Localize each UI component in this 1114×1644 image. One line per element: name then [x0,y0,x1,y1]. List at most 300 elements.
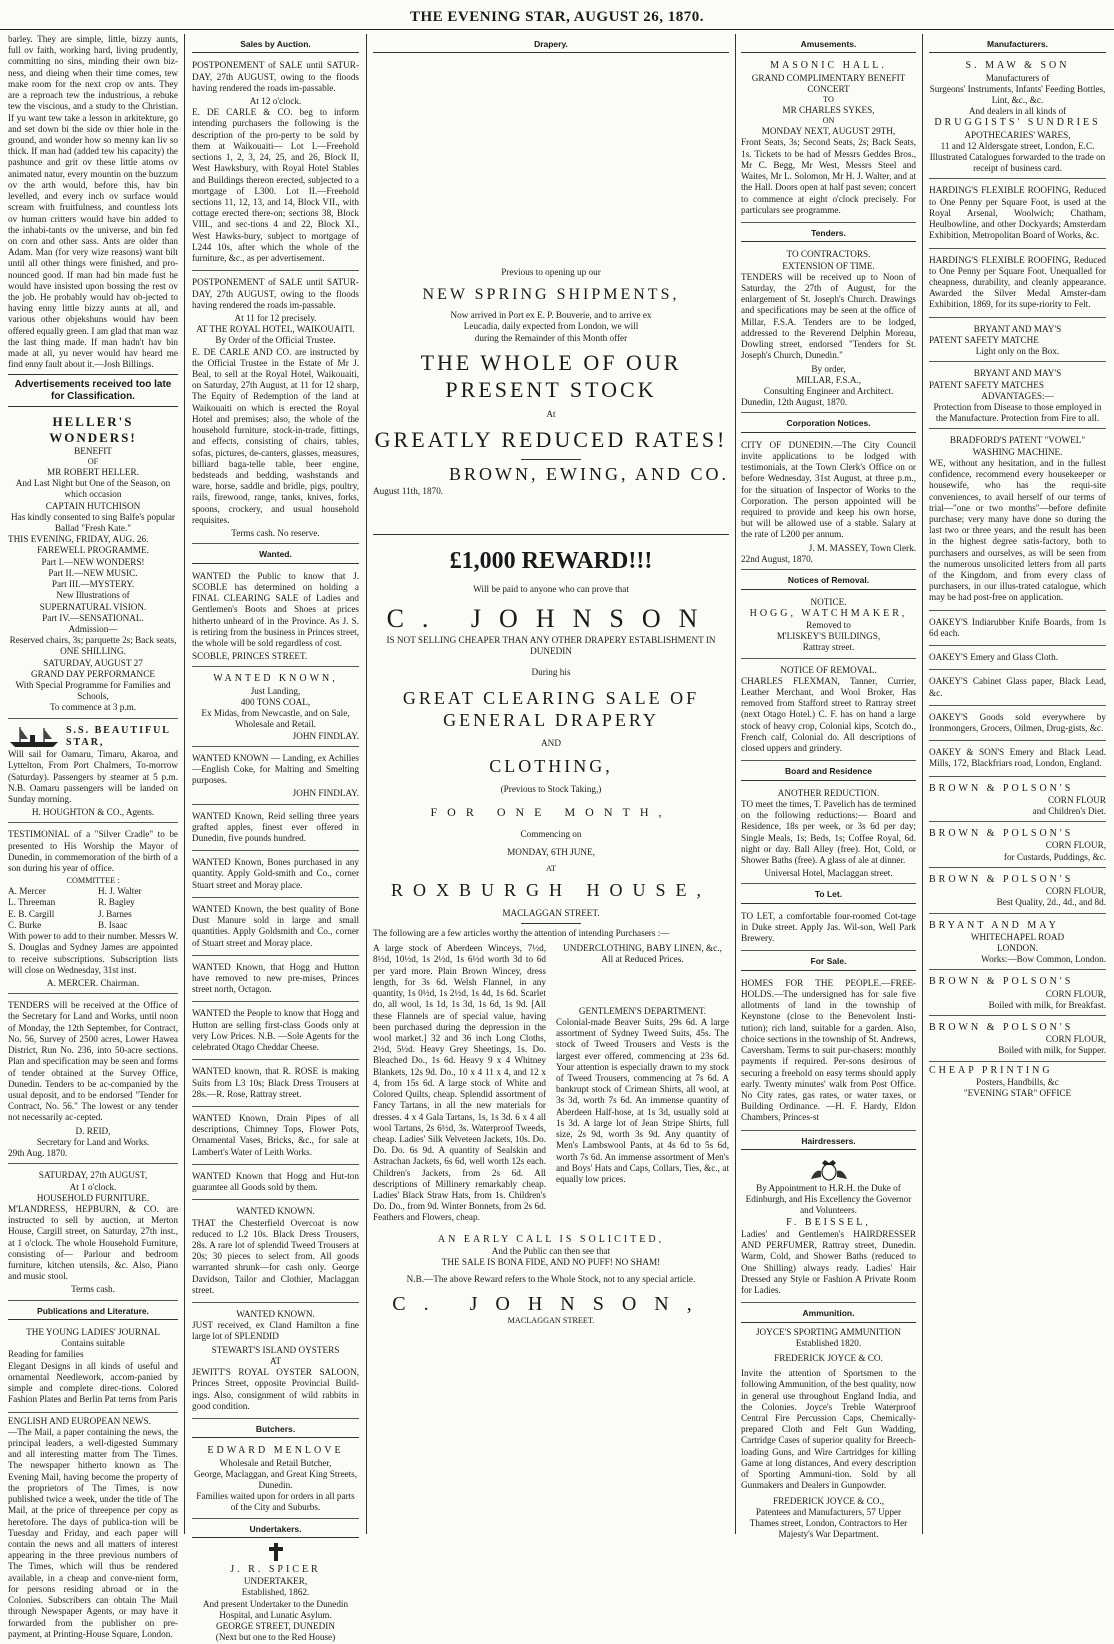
committee-label: COMMITTEE : [66,876,120,886]
sales-heading: Sales by Auction. [192,37,359,53]
committee-name: H. J. Walter [98,886,142,897]
drapery-line: Now arrived in Port ex E. P. Bouverie, and to arrive ex [450,310,652,321]
committee-name: A. Mercer [8,886,46,897]
column-4 [737,34,920,1540]
beissel-title: F. BEISSEL, [786,1216,871,1228]
bm-line: Protection from Disease to those employed in the Manufacture. Protection from Fire to all. [933,401,1102,424]
city-body: CITY OF DUNEDIN.—The City Council invite applications to be lodged with testimonials, at the Town Clerk's Office on or before Wednesday, 31st August, at three p.m., for the situation of Inspector of Works to the Corporation. The person appointed will be required to provide and keep his own horse, but will be allowed use of a stable. Salary at the rate of L200 per annum. [741,439,916,540]
wanted-sign: SCOBLE, PRINCES STREET. [192,651,308,662]
masonic-line: TO [823,94,834,104]
bp-title: BROWN & POLSON'S [929,1022,1074,1034]
hogg-hutton-ad [192,959,359,1003]
bp-title: BROWN & POLSON'S [929,873,1074,885]
publications-heading: Publications and Literature. [8,1304,178,1320]
contract-body: TENDERS will be received up to Noon of Saturday, the 27th of August, for the enlargement of St. Joseph's Church. Drawings and specifications may be seen at the office of Millar, F.S.A. Tenders are to be lodged, addressed to the Reverend Delphin Moreau, Dowling street, endorsed "Tenders for St. Joseph's Church, Dunedin." [741,271,916,361]
board-title: ANOTHER REDUCTION. [777,787,880,798]
gentlemen-price-list: Colonial-made Beaver Suits, 29s 6d. A large assortment of Sydney Tweed Suits, 45s. The stock of Tweed Trousers and Vests is the largest ever offered, commencing at 23s 6d. Your attention is especially drawn to my stock of Tweed Trousers, commencing at 7s 6d. A bankrupt stock of Crimean Shirts, all wool, at 3s 3d, worth 7s 6d. An immense quantity of Aberdeen Half-hose, at 1s 3d, usually sold at 1s 3d. A large lot of Jean Stripe Shirts, full size, 2s 9d, worth 3s 9d. Any quantity of Men's Lambswool Pants, at 4s 6d to 5s 6d, worth 7s 6d. An immense assortment of Men's and Boys' Hats and Caps, Collars, Ties, &c., at equally low prices. [556,1016,729,1184]
vowel-body: WE, without any hesitation, and in the fullest confidence, recommend every housekeeper or housewife, who has the requi-site conveniences, to avail herself of our terms of trial—"one or two months"—before definite purchase; very many have done so during the last two or three years, and the result has been in the highest degree satis-factory, both to purchasers and ourselves, as will be seen from the numerous unsolicited letters from all parts of the Kingdom, and from every class of purchasers, in our illus-trated catalogue, which may be had post-free on application. [929,457,1106,603]
drapery-line: Previous to opening up our [501,267,601,278]
bp-line: CORN FLOUR, [1045,1034,1106,1045]
reward-headline: £1,000 REWARD!!! [449,547,653,574]
heller-line: Admission— [68,623,118,634]
star-sign: H. HOUGHTON & CO., Agents. [31,807,155,818]
heller-line: SATURDAY, AUGUST 27 [43,657,143,668]
city-sign: J. M. MASSEY, Town Clerk. [808,542,916,553]
bryant-may-matches-ad [929,321,1106,363]
joyce-ad [741,1327,916,1541]
star-title: S.S. BEAUTIFUL STAR, [66,724,171,748]
bm-line: PATENT SAFETY MATCHES [929,379,1045,390]
hogg-guarantee-ad [192,1168,359,1200]
menlove-line: George, Maclaggan, and Great King Streets, Dunedin. [193,1468,358,1490]
wanted-body: WANTED Known, Drain Pipes of all descriptions, Chimney Tops, Flower Pots, Ornamental Vases, Bricks, &c., for sale at Lambert's Water of Leith Works. [192,1112,359,1157]
newspaper-title: THE EVENING STAR, AUGUST 26, 1870. [409,9,704,25]
johnson-headline: GREAT CLEARING SALE OF GENERAL DRAPERY [402,688,700,731]
column-1 [4,34,182,1639]
board-ad [741,785,916,885]
carle-body: E. DE CARLE & CO. beg to inform intending purchasers the following is the description of the pro-perty to be sold by them at Waikouaiti— Lot I.—Freehold sections 1, 2, 3, 24, 25, and 26, Block II, West Hawksbury, with Royal Hotel Stables and Buildings thereon erected, subjected to a mortgage of L300. Lot II.—Freehold sections 11, 12, 13, and 14, Block VII., with cottage erected there-on; sections 38, Block VIII., and sec-tions 4 and 22, Block XI., West Hawks-bury, subject to mortgage of L244 10s, after which the whole of the furniture, &c., as per advertisement. [192,107,359,264]
oakey-ad [929,673,1106,705]
hogg-line: Rattray street. [802,642,855,653]
committee-list [8,886,178,931]
ladies-price-list: A large stock of Aberdeen Winceys, 7½d, 8½d, 10½d, 1s 2½d, 1s 6½d worth 3d to 6d per yard more. Plain Brown Wincey, dress length, for 3s 6d. Welsh Flannel, in any quantity, 1s 0½d, 1s 2½d, 1s 4d, 1s 6d. Scarlet do, all wool, 1s 1d, 1s 3d, 1s 6d, 1s 9d. [All these Flannels are of special value, having been purchased during the depression in the wool market.] 32 and 36 inch Long Cloths, 2½d, 5½d. Heavy Grey Sheetings, 1s. Do. Bleached Do., 1s 6d. Heavy 9 x 4 Whitney Blankets, 12s 9d. Do., 10 x 4 11 x 4, and 12 x 4, from 15s 6d. A large stock of White and Colored Quilts, cheap. Splendid assortment of Fancy Tartans, in all the new materials for dresses. 4 x 4 Gala Tartans, 1s, 1s 3d. 6 x 4 all wool Tartans, 2s 6½d, 3s. Waterproof Tweeds, cheap. Ladies' Silk Velveteen Jackets, 10s. Do. Do. Do. 6s 9d. A quantity of Sealskin and Astrachan Jackets, 6s 6d, well worth 12s each. Children's Jackets, from 2s 6d. All descriptions of Millinery remarkably cheap. Ladies' Black Straw Hats, from 1s. Children's Do. Do., from 9d. Winter Bonnets, from 2s 6d. Feathers and Flowers, cheap. [373,943,546,1223]
price-list-heading: All at Reduced Prices. [601,954,684,965]
bones-ad [192,854,359,898]
bp-line: CORN FLOUR, [1045,840,1106,851]
steamship-icon [8,725,62,749]
menlove-title: EDWARD MENLOVE [207,1445,344,1457]
johnson-line: IS NOT SELLING CHEAPER THAN ANY OTHER DRAPERY ESTABLISHMENT IN DUNEDIN [386,634,716,657]
carle-body: E. DE CARLE AND CO. are instructed by the Official Trustee in the Estate of Mr J. Beal, to sell at the Royal Hotel, Waikouaiti, on Saturday, 27th August, at 11 for 12 sharp, The Equity of Redemption of the land at Waikouaiti on which is erected the Royal Hotel and premises; also, the whole of the household furniture, stock-in-trade, fittings, and effects, consisting of chairs, tables, sofas, pictures, de-canters, glasses, measures, billiard baga-telle table, beer engine, bedsteads and bedding, washstands and ware, horse, saddle and bridle, pigs, poultry, rails, firewood, range, tanks, knives, forks, spoons, crockery, and usual household requisites. [192,346,359,525]
wanted-body: WANTED Known, Bones purchased in any quantity. Apply Gold-smith and Co., corner Stuart street and Moray place. [192,857,359,890]
spicer-title: J. R. SPICER [230,1564,321,1575]
manure-ad [192,901,359,956]
brown-polson-ad [929,871,1106,914]
heller-line: GRAND DAY PERFORMANCE [31,668,155,679]
scoble-ad [192,568,359,668]
masonic-ad [741,57,916,223]
beissel-intro: By Appointment to H.R.H. the Duke of Edinburgh, and His Excellency the Governor and Volunteers. [745,1183,912,1216]
english-title: ENGLISH AND EUROPEAN NEWS. [8,1415,151,1426]
oakey-body: OAKEY'S Goods sold everywhere by Ironmongers, Grocers, Oilmen, Drug-gists, &c. [929,711,1106,734]
johnson-line: The following are a few articles worthy the attention of intending Purchasers :— [373,928,670,939]
to-let-body: TO LET, a comfortable four-roomed Cot-tage in Duke street. Apply Jas. Wil-son, Well Park Brewery. [741,910,916,944]
bp-line: for Custards, Puddings, &c. [1003,851,1106,862]
joyce-title: JOYCE'S SPORTING AMMUNITION [755,1326,902,1337]
english-news-ad [8,1416,178,1640]
vowel-washing-ad [929,432,1106,610]
column-rule [184,34,185,1534]
heller-line: THIS EVENING, FRIDAY, AUG. 26. [8,534,149,545]
johnson-line: MONDAY, 6TH JUNE, [507,846,595,857]
english-body: —The Mail, a paper containing the news, the principal leaders, a well-digested Summary and all interesting matter from The Times. The newspaper hitherto known as The Evening Mail, having become the property of the proprietors of The Times, is now published twice a week, under the title of The Mail, at the price of threepence per copy as heretofore. The days of publica-tion will be Tuesday and Friday, and each paper will contain the news and all matters of interest appearing in the three previous numbers of The Times, which will thus be rendered available, in a cheap and conve-nient form, for persons residing abroad or in the Colonies. Subscribers can obtain The Mail through Newspaper Agents, or may have it forwarded from the publisher on pre-payment, at Printing-House Square, London. [8,1426,178,1639]
drapery-headline: GREATLY REDUCED RATES! [374,426,728,452]
oakey-ad [929,709,1106,741]
maw-line: And dealers in all kinds of [968,106,1067,117]
column-5 [925,34,1110,1534]
wanted-body: THAT the Chesterfield Overcoat is now reduced to L2 10s. Black Dress Trousers, 28s. A rare lot of splendid Tweed Trousers at 20s; 30 pieces to select from. All goods warranted shrunk—for cash only. George Davidson, Tailor and Clothier, Maclaggan street. [192,1217,359,1295]
bryant-may-matches-ad-2 [929,365,1106,429]
wanted-line: Just Landing, [250,685,301,696]
bp-line: Boiled with milk, for Breakfast. [988,999,1106,1010]
bp-line: Boiled with milk, for Supper. [998,1045,1106,1056]
masthead [0,0,1114,30]
johnson-line: MACLAGGAN STREET. [507,1315,595,1325]
brown-polson-ad [929,825,1106,868]
wanted-line: 400 TONS COAL, [240,696,311,707]
spicer-line: UNDERTAKER, [243,1576,308,1587]
bp-title: BROWN & POLSON'S [929,976,1074,988]
wanted-body: WANTED Known that Hogg and Hut-ton guarantee all Goods sold by them. [192,1170,359,1193]
heller-line: OF [87,456,99,466]
bm-line: ADVANTAGES:— [981,390,1054,401]
oakey-ad [929,744,1106,776]
committee-name: E. B. Cargill [8,908,55,919]
wanted-line: STEWART'S ISLAND OYSTERS [211,1344,340,1355]
to-let-ad [741,908,916,952]
spicer-line: Established, 1862. [241,1587,310,1598]
masonic-line: ON [822,116,835,126]
postponement-body: POSTPONEMENT of SALE until SATUR-DAY, 27th AUGUST, owing to the floods having rendered the roads im-passable. [192,277,359,310]
amusements-heading: Amusements. [741,37,916,53]
bryant-line: WHITECHAPEL ROAD [970,931,1065,942]
sale-terms: Terms cash. [71,1284,115,1295]
spicer-line: GEORGE STREET, DUNEDIN [216,1621,335,1632]
ammunition-heading: Ammunition. [741,1306,916,1322]
postponement-time: At 12 o'clock. [249,96,302,107]
johnson-ad [373,535,729,1326]
heller-title: HELLER'S WONDERS! [49,413,137,445]
maw-ad [929,57,1106,179]
flexman-title: NOTICE OF REMOVAL. [780,664,877,675]
postponement-body: POSTPONEMENT of SALE until SATUR-DAY, 27th AUGUST, owing to the floods having rendered the roads im-passable. [192,60,359,93]
testimonial-ad [8,826,178,994]
maw-line: Manufacturers of [985,72,1050,83]
heller-line: CAPTAIN HUTCHISON [45,500,141,511]
heller-line: MR ROBERT HELLER. [47,466,139,477]
bm-line: PATENT SAFETY MATCHE [929,334,1039,345]
board-sign: Universal Hotel, Maclaggan street. [764,868,893,879]
postponement-ad [192,57,359,271]
drapery-line: during the Remainder of this Month offer [474,332,628,343]
spicer-line: And present Undertaker to the Dunedin Hospital, and Lunatic Asylum. [202,1598,349,1620]
joyce-line: Established 1820. [795,1337,862,1348]
heller-line: Part III.—MYSTERY. [51,579,135,590]
heller-line: Part II.—NEW MUSIC. [48,567,138,578]
johnson-price-list [373,943,729,1225]
drain-pipes-ad [192,1110,359,1165]
wanted-body: WANTED the People to know that Hogg and Hutton are selling first-class Goods only at very Low Prices. N.B. —Sole Agents for the celebrated Otago Cheddar Cheese. [192,1008,359,1053]
wanted-body: WANTED known, that R. ROSE is making Suits from L3 10s; Black Dress Trousers at 28s.—R. Rose, Rattray street. [192,1066,359,1099]
essay-text: barley. They are simple, little, bizzy aunts, full ov faith, working hard, living prudently, committing no sins, minding their own biz-ness, and dieing when their time comes, tew make room for the next crop ov ants. They are a reproach tew the industrious, a rebuke tew the viscious, and a study to the Christian. If yu want tew take a lesson in arkitekture, go and set down bi the side ov thier hole in the ground, and wonder how so menny kan liv so thick. If man had (added tew his capacity) the pashunce and grit ov these little atoms ov animated natur, every mountin on the buzzum ov the arth would, before this, hav bin levelled, and every inch ov surface would scream with fruitfulness, and countless lots ov human critters would have bin added to the inhabi-tants ov the universe, and bin fed on corn and other sass. Ants are older than Adam. Man (for very wize reasons) want bilt until all other things were finished, and pro-nounced good. If man had bin made fust he would have insisted upon bossing the rest ov the job. He probably would hav ob-jected to having enny little bizzy aunts at all, and various other objekshuns would hav been offered equally green. I am glad that man waz the last thing made. If man hadn't hav bin made at all, yu never would hav heard me find enny fault about it.—Josh Billings. [8,34,178,370]
heller-line: Reserved chairs, 3s; parquette 2s; Back seats, ONE SHILLING. [9,635,177,657]
royal-crest-icon [809,1159,849,1181]
manufacturers-heading: Manufacturers. [929,37,1106,53]
cross-icon [267,1542,285,1562]
wanted-body: JEWITT'S ROYAL OYSTER SALOON, Princes Street, opposite Provincial Build-ings. Also, consignment of wild rabbits in good condition. [192,1367,359,1411]
board-body: TO meet the times, T. Pavelich has de termined on the following reductions:— Board and Residence, 18s per week, or 3s 6d per day; Single Meals, 1s; Beds, 1s; Coffee Royal, 6d. night or day. Ball Alley (free). Hot, Cold, or Shower Baths (free). A glass of ale at dinner. [741,798,916,865]
postponement-ad-2 [192,274,359,544]
brown-polson-ad [929,780,1106,823]
oakey-body: OAKEY'S Cabinet Glass paper, Black Lead, &c. [929,676,1106,698]
wanted-title: WANTED KNOWN, [213,673,338,685]
bp-line: Best Quality, 2d., 4d., and 8d. [996,897,1106,908]
spicer-line: (Next but one to the Red House) [215,1632,336,1643]
city-ad [741,437,916,570]
drapery-line: Leucadia, daily expected from London, we will [463,321,639,332]
contractors-ad [741,246,916,413]
wanted-body: WANTED Known, Reid selling three years grafted apples, finest ever offered in Dunedin, five pounds hundred. [192,810,359,844]
masonic-line: GRAND COMPLIMENTARY BENEFIT CONCERT [751,72,906,94]
wanted-body: WANTED Known, that Hogg and Hutton have removed to new pre-mises, Princes street north, Octagon. [192,961,359,995]
flexman-ad [741,662,916,762]
bp-line: CORN FLOUR, [1045,886,1106,897]
postponement-time: At 11 for 12 precisely. [234,312,317,323]
bm-line: Light only on the Box. [975,346,1060,357]
column-rule [922,34,923,1534]
johnson-line: AN EARLY CALL IS SOLICITED, [437,1233,665,1245]
contract-title: TO CONTRACTORS. [786,249,871,260]
joyce-line: Patentees and Manufacturers, 57 Upper Thames street, London, Contractors to Her Majesty's War Department. [749,1506,908,1540]
print-line: "EVENING STAR" OFFICE [963,1088,1072,1099]
butchers-heading: Butchers. [192,1422,359,1438]
wanted-title: WANTED KNOWN. [236,1309,315,1320]
committee-name: B. Isaac [98,919,128,930]
johnson-headline: FOR ONE MONTH, [430,804,672,819]
bp-title: BROWN & POLSON'S [929,828,1074,840]
corporation-heading: Corporation Notices. [741,416,916,432]
brown-ewing-ad [373,267,729,534]
heller-line: And Last Night but One of the Season, on which occasion [15,478,171,500]
drapery-date: August 11th, 1870. [373,486,444,497]
heller-line: SUPERNATURAL VISION. [39,601,147,612]
wanted-heading: Wanted. [192,547,359,563]
drapery-firm: BROWN, EWING, AND CO. [449,464,729,485]
hogg-hutton-goods-ad [192,1005,359,1060]
testimonial-tail: With power to add to their number. Messrs W. S. Douglas and Sydney James are appointed to receive subscriptions. Subscription lists will close on Wednesday, 31st inst. [8,931,178,975]
overcoat-ad [192,1203,359,1303]
homes-ad [741,975,916,1131]
bryant-line: Works:—Bow Common, London. [981,954,1106,965]
price-list-heading: UNDERCLOTHING, BABY LINEN, &c., [563,943,722,954]
maw-line: Illustrated Catalogues forwarded to the trade on receipt of business card. [929,152,1106,174]
menlove-line: Wholesale and Retail Butcher, [219,1457,332,1468]
heller-ad [8,411,178,719]
johnson-line: Will be paid to anyone who can prove that [473,583,629,594]
contract-date: Dunedin, 12th August, 1870. [741,397,848,408]
coke-ad [192,750,359,805]
masonic-title: MASONIC HALL. [770,60,887,72]
bryant-line: LONDON. [996,942,1039,953]
oakey-ad [929,649,1106,670]
contract-sign: MILLAR, F.S.A., [795,374,862,385]
oakey-body: OAKEY'S Emery and Glass Cloth. [929,652,1058,663]
wanted-line: Ex Midas, from Newcastle, and on Sale, Wholesale and Retail. [201,708,350,730]
price-list-heading: GENTLEMEN'S DEPARTMENT. [578,1005,707,1016]
bp-title: BROWN & POLSON'S [929,782,1074,794]
for-sale-heading: For Sale. [741,954,916,970]
wanted-body: WANTED Known, the best quality of Bone Dust Manure sold in large and small quantities. Apply Goldsmith and Co., corner of Stuart street and Moray place. [192,903,359,948]
drapery-heading: Drapery. [373,37,729,53]
wanted-body: JUST received, ex Cland Hamilton a fine large lot of SPLENDID [192,1320,359,1342]
maw-line: Surgeons' Instruments, Infants' Feeding Bottles, Lint, &c., &c. [929,83,1106,105]
contract-sign: Consulting Engineer and Architect. [763,385,894,396]
rose-suits-ad [192,1063,359,1107]
print-line: Posters, Handbills, &c [976,1076,1059,1087]
tender-date: 29th Aug. 1870. [8,1148,68,1159]
bm-title: BRYANT AND MAY'S [973,323,1062,334]
joyce-line: FREDERICK JOYCE & CO., [772,1495,885,1506]
hogg-line: Removed to [806,619,851,630]
maw-line: DRUGGISTS' SUNDRIES [934,117,1101,129]
heller-line: FAREWELL PROGRAMME. [37,545,149,556]
spicer-ad [192,1542,359,1644]
ladies-body: Elegant Designs in all kinds of useful and ornamental Needlework, accom-panied by simple and complete direc-tions. Colored Fashion Plates and Berlin Pat terns from Paris [8,1360,178,1405]
menlove-ad [192,1442,359,1518]
hogg-watchmaker-ad [741,594,916,659]
city-date: 22nd August, 1870. [741,553,813,564]
menlove-line: Families waited upon for orders in all parts of the City and Suburbs. [196,1491,355,1513]
tenders-heading: Tenders. [741,226,916,242]
tender-body: TENDERS will be received at the Office of the Secretary for Land and Works, until noon of Monday, the 12th September, for Contract, No. 56, Survey of 2500 acres, Lower Hawea District, Run No. 236, into 50-acre sections. Plan and specification may be seen and forms of tender obtained at the Survey Office, Dunedin. Tenders to be ac-companied by the usual deposit, and to be endorsed "Tender for Contract, No. 56." The lowest or any tender not necessarily ac-cepted. [8,1000,178,1123]
joyce-body: Invite the attention of Sportsmen to the following Ammunition, of the best quality, now in general use throughout England India, and the Colonies. Joyce's Treble Waterproof Central Fire Percussion Caps, Chemically-prepared Cloth and Felt Gun Wadding, Cartridge Cases of superior quality for Breech-loading Guns, and Wire Cartridges for killing Game at long distances, And every description of Sporting Ammuni-tion. Sold by all Gunmakers and Dealers in Gunpowder. [741,1368,916,1491]
heller-line: New Illustrations of [56,590,130,601]
ladies-line: Contains suitable [61,1338,125,1349]
column-rule [735,34,736,1534]
sale-body: M'LANDRESS, HEPBURN, & CO. are instructed to sell by auction, at Merton House, Cargill street, on Saturday, 27th inst., at 1 o'clock. The whole Household Furniture, consisting of— Parlour and bedroom furniture, kitchen utensils, &c. Also, Piano and music stool. [8,1203,178,1282]
coal-ad [192,670,359,746]
committee-name: L. Threeman [8,897,56,908]
contract-title: EXTENSION OF TIME. [782,260,875,271]
brown-polson-ad [929,973,1106,1016]
ladies-journal-ad [8,1324,178,1413]
sale-line: HOUSEHOLD FURNITURE. [36,1192,150,1203]
hairdressers-heading: Hairdressers. [741,1134,916,1150]
johnson-name: C. JOHNSON, [392,1292,710,1315]
tender-sign: Secretary for Land and Works. [36,1136,150,1147]
heller-line: With Special Programme for Families and Schools, [15,680,171,702]
heller-line: BENEFIT [74,445,112,456]
land-works-tender-ad [8,997,178,1164]
flexman-body: CHARLES FLEXMAN, Tanner, Currier, Leather Merchant, and Wool Broker, Has removed from Stafford street to Rattray street (next Otago Hotel.) C. F. has on hand a large stock of heavy crop, Colonial kips, Scotch do., French calf, Colonial do. All descriptions of closed uppers and grindery. [741,675,916,754]
johnson-line: MACLAGGAN STREET. [502,907,600,918]
wanted-sign: JOHN FINDLAY. [292,730,359,741]
johnson-line: During his [531,667,571,678]
heller-line: Has kindly consented to sing Balfe's popular Ballad "Fresh Kate." [11,511,175,533]
testimonial-sign: A. MERCER. Chairman. [46,978,140,988]
sale-line: At 1 o'clock. [69,1181,117,1192]
johnson-line: AND [541,738,561,749]
hogg-line: M'LISKEY'S BUILDINGS, [776,631,881,642]
contract-sign: By order, [811,363,846,374]
carle-terms: Terms cash. No reserve. [231,528,320,539]
oysters-ad [192,1306,359,1419]
vowel-title: BRADFORD'S PATENT "VOWEL" WASHING MACHINE. [949,435,1086,457]
harding-body: HARDING'S FLEXIBLE ROOFING, Reduced to One Penny per Square Foot. Unequalled for cheapness, durability, and cleanly appearance. Awarded the Silver Medal Amster-dam Exhibition, 1869, for its supe-riority to Felt. [929,254,1106,310]
johnson-line: AT [545,863,556,873]
hogg-title: NOTICE. [810,596,847,607]
tender-sign: D. REID, [75,1125,111,1136]
removal-heading: Notices of Removal. [741,573,916,589]
beissel-ad [741,1154,916,1303]
wanted-title: WANTED KNOWN. [236,1206,315,1217]
johnson-line: N.B.—The above Reward refers to the Whole Stock, not to any special article. [406,1274,696,1285]
sale-line: SATURDAY, 27th AUGUST, [38,1170,148,1181]
oakey-body: OAKEY'S Indiarubber Knife Boards, from 1s 6d each. [929,616,1106,638]
drapery-headline: NEW SPRING SHIPMENTS, [422,285,680,303]
wanted-body: WANTED the Public to know that J. SCOBLE has determined on holding a FINAL CLEARING SALE of Ladies and Gentlemen's Boots and Shoes at prices hitherto unheard of in the Province. As J. S. is retiring from the business in Princes street, the whole will be sold regardless of cost. [192,570,359,648]
bryant-may-ad [929,917,1106,971]
column-rule [366,34,367,1534]
bp-line: CORN FLOUR [1048,794,1106,805]
johnson-headline: ROXBURGH HOUSE, [390,879,711,900]
masonic-body: Front Seats, 3s; Second Seats, 2s; Back Seats, 1s. Tickets to be had of Messrs Geddes Bros., Mr C. Begg, Mr West, Messrs Steel and Waites, Mr L. Solomon, Mr H. J. Walter, and at the Hall. Doors open at half past seven; concert to commence at eight o'clock precisely. For particulars see programme. [741,137,916,215]
brown-polson-ad [929,1019,1106,1062]
maw-line: APOTHECARIES' WARES, [964,129,1071,140]
bp-line: and Children's Diet. [1032,806,1106,817]
joyce-line: FREDERICK JOYCE & CO. [774,1352,883,1363]
beissel-body: Ladies' and Gentlemen's HAIRDRESSER AND PERFUMER, Rattray street, Dunedin. Warm, Cold, and Shower Baths (reduced to One Shilling) always ready. Ladies' Hair Dressed any Style or Fashion A Private Room for Ladies. [741,1228,916,1295]
column-2 [188,34,363,1643]
furniture-sale-ad [8,1167,178,1300]
committee-name: J. Barnes [98,908,132,919]
divider [521,923,581,924]
order-line: By Order of the Official Trustee. [215,335,336,346]
royal-hotel-line: AT THE ROYAL HOTEL, WAIKOUAITI. [196,324,355,335]
maw-title: S. MAW & SON [965,60,1070,72]
heller-line: Part I.—NEW WONDERS! [41,556,145,567]
oakey-ad [929,614,1106,646]
harding-ad [929,182,1106,248]
masonic-line: MR CHARLES SYKES, [782,104,875,115]
apples-ad [192,808,359,852]
undertakers-heading: Undertakers. [192,1522,359,1538]
late-ads-heading: Advertisements received too late for Classification. [8,374,178,407]
star-body: Will sail for Oamaru, Timaru, Akaroa, and Lyttelton, From Port Chalmers, To-morrow (Saturday). Passengers by steamer at 5 p.m. N.B. Oamaru passengers will be landed on Sunday morning. [8,749,178,804]
heller-line: Part IV.—SENSATIONAL. [42,612,144,623]
wanted-sign: JOHN FINDLAY. [292,788,359,799]
ladies-line: Reading for families [8,1349,84,1360]
bm-title: BRYANT AND MAY'S [973,368,1062,379]
board-heading: Board and Residence [741,764,916,780]
heller-line: To commence at 3 p.m. [49,702,137,713]
column-3 [369,34,733,1534]
harding-ad-2 [929,252,1106,318]
drapery-line: At [546,409,556,420]
beautiful-star-ad [8,722,178,824]
cheap-printing-ad [929,1065,1106,1100]
drapery-headline: THE WHOLE OF OUR PRESENT STOCK [420,349,682,402]
hogg-line: HOGG, WATCHMAKER, [749,607,908,619]
ladies-title: THE YOUNG LADIES' JOURNAL [26,1327,160,1338]
harding-body: HARDING'S FLEXIBLE ROOFING, Reduced to One Penny per Square Foot, is used at the Royal Arsenal, Woolwich; Chatham, Heulbowline, and other Dockyards; Amsterdam Exhibition, Metropolitan Board of Works, &c. [929,185,1106,241]
to-let-heading: To Let. [741,887,916,903]
testimonial-body: TESTIMONIAL of a "Silver Cradle" to be presented to His Worship the Mayor of Dunedin, in commemoration of the birth of a son during his year of office. [8,829,178,874]
wanted-line: AT [269,1355,282,1366]
maw-line: 11 and 12 Aldersgate street, London, E.C. [940,140,1095,151]
print-title: CHEAP PRINTING [929,1064,1053,1076]
wanted-body: WANTED KNOWN — Landing, ex Achilles—English Coke, for Malting and Smelting purposes. [192,752,359,786]
committee-name: C. Burke [8,919,42,930]
johnson-headline: CLOTHING, [489,755,613,776]
oakey-body: OAKEY & SON'S Emery and Black Lead. Mills, 172, Blackfriars road, London, England. [929,747,1106,769]
johnson-line: Commencing on [520,829,582,840]
bp-line: CORN FLOUR, [1045,988,1106,999]
johnson-name: C. JOHNSON [386,604,716,634]
johnson-line: THE SALE IS BONA FIDE, AND NO PUFF! NO SHAM! [441,1257,661,1268]
johnson-line: (Previous to Stock Taking,) [500,783,602,794]
bryant-title: BRYANT AND MAY [929,919,1059,931]
